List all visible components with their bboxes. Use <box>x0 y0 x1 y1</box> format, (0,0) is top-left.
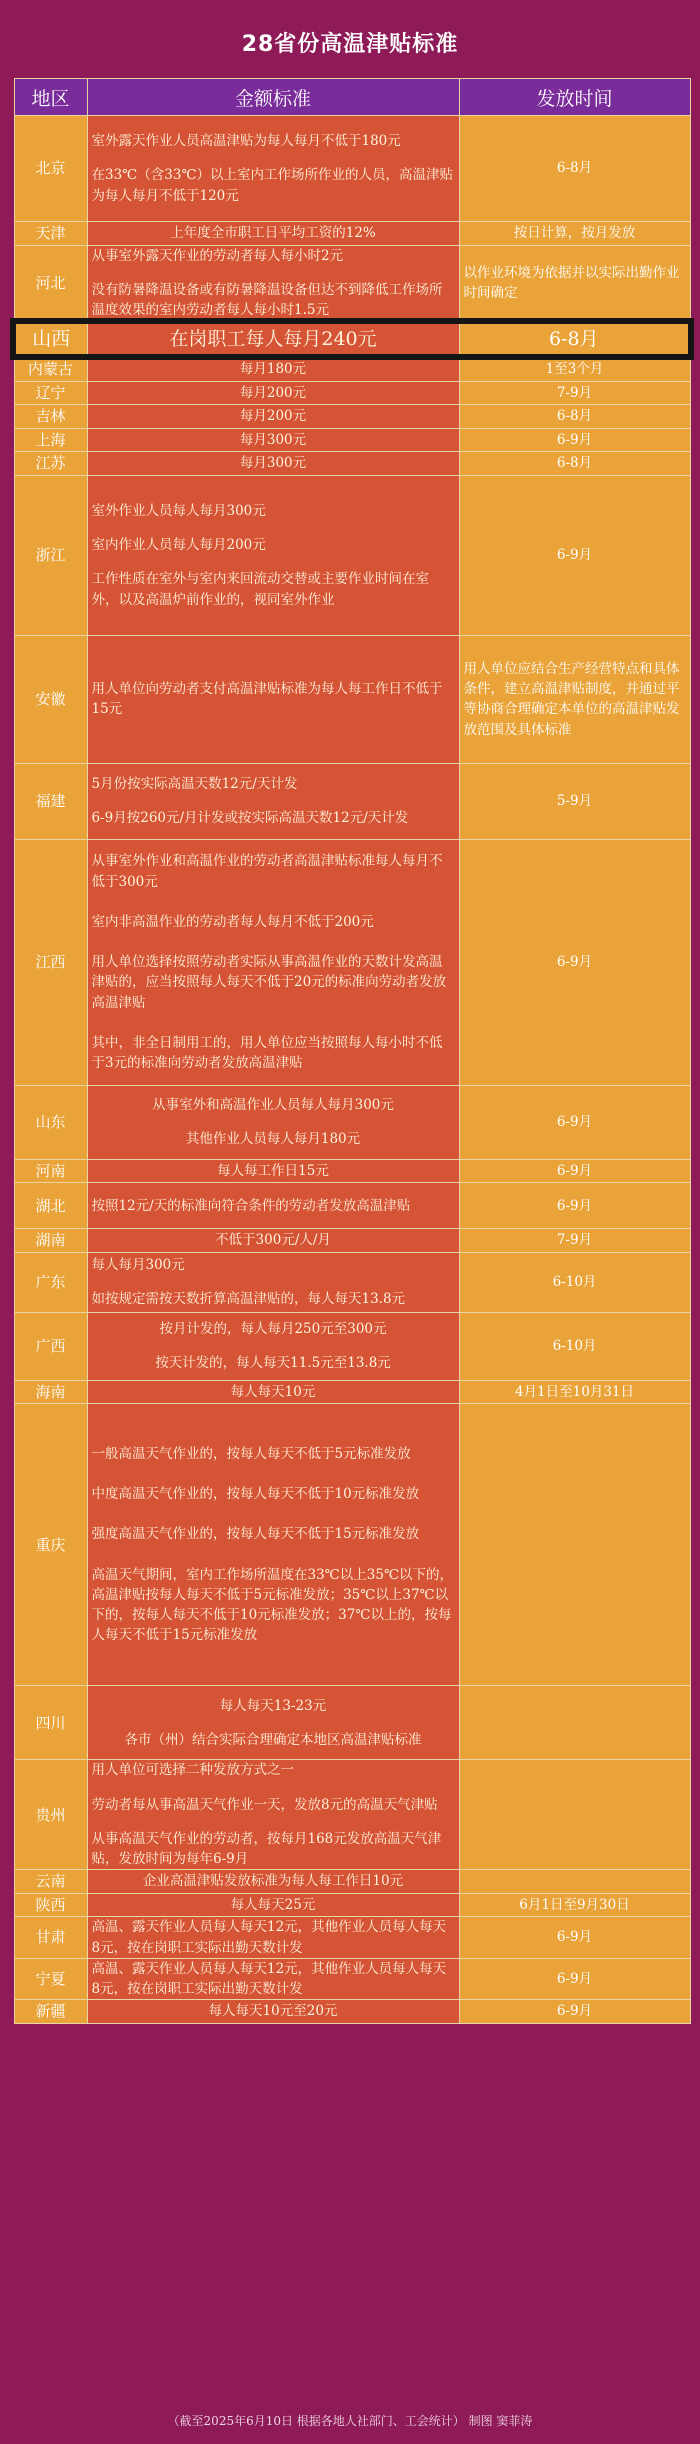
region-cell: 内蒙古 <box>14 356 87 381</box>
amount-text: 企业高温津贴发放标准为每人每工作日10元 <box>142 1873 404 1890</box>
amount-text: 从事室外和高温作业人员每人每月300元 <box>152 1097 394 1113</box>
time-cell: 7-9月 <box>459 1229 690 1253</box>
region-cell: 湖北 <box>14 1183 87 1229</box>
amount-text: 室外露天作业人员高温津贴为每人每月不低于180元 <box>91 133 401 150</box>
region-cell: 吉林 <box>14 405 87 429</box>
amount-cell <box>87 452 459 476</box>
table-row <box>14 1085 690 1159</box>
table-row <box>14 1229 690 1253</box>
time-cell: 6-9月 <box>459 1159 690 1183</box>
amount-text: 从事室外作业和高温作业的劳动者高温津贴标准每人每月不低于300元 <box>91 853 443 890</box>
table-row <box>14 1917 690 1959</box>
table-row <box>14 428 690 452</box>
subsidy-table-frame <box>12 12 688 2432</box>
region-cell: 广东 <box>14 1252 87 1312</box>
table-row <box>14 1159 690 1183</box>
amount-cell <box>87 1252 459 1312</box>
amount-cell <box>87 1760 459 1870</box>
amount-text: 用人单位可选择二种发放方式之一 <box>91 1762 294 1779</box>
amount-cell <box>87 1229 459 1253</box>
amount-text: 用人单位选择按照劳动者实际从事高温作业的天数计发高温津贴的，应当按照每人每天不低于20元的标准向劳动者发放高温津贴 <box>91 954 447 1011</box>
time-cell: 6-10月 <box>459 1312 690 1380</box>
amount-cell <box>87 1686 459 1760</box>
table-row <box>14 1183 690 1229</box>
region-cell: 山东 <box>14 1085 87 1159</box>
amount-cell <box>87 1870 459 1894</box>
table-row <box>14 405 690 429</box>
amount-text: 如按规定需按天数折算高温津贴的，每人每天13.8元 <box>91 1291 406 1308</box>
time-cell: 按日计算，按月发放 <box>459 222 690 246</box>
amount-text: 上年度全市职工日平均工资的12% <box>170 225 376 242</box>
amount-text: 每人每天13-23元 <box>219 1697 327 1714</box>
table-row <box>14 1870 690 1894</box>
amount-text: 高温、露天作业人员每人每天12元，其他作业人员每人每天8元，按在岗职工实际出勤天数计发 <box>91 1919 447 1956</box>
table-header-row <box>14 79 690 116</box>
region-cell: 河北 <box>14 245 87 322</box>
table-row <box>14 1404 690 1686</box>
time-cell <box>459 1760 690 1870</box>
header-amount: 金额标准 <box>87 79 459 116</box>
region-cell: 上海 <box>14 428 87 452</box>
amount-text: 每月300元 <box>239 455 307 472</box>
amount-text: 高温天气期间，室内工作场所温度在33℃以上35℃以下的，高温津贴按每人每天不低于5元标准发放；35℃以上37℃以下的，按每人每天不低于10元标准发放；37℃以上的，按每人每天不低于15元标准发放 <box>91 1566 454 1644</box>
amount-text: 每人每天25元 <box>230 1896 316 1913</box>
amount-cell <box>87 222 459 246</box>
amount-cell <box>87 245 459 322</box>
amount-cell <box>87 2000 459 2024</box>
footer-note: （截至2025年6月10日 根据各地人社部门、工会统计） 制图 窦菲涛 <box>167 2414 533 2428</box>
amount-text: 劳动者每从事高温天气作业一天，发放8元的高温天气津贴 <box>91 1796 438 1813</box>
region-cell: 河南 <box>14 1159 87 1183</box>
time-cell: 6月1日至9月30日 <box>459 1893 690 1917</box>
time-cell: 6-9月 <box>459 1085 690 1159</box>
amount-text: 其中，非全日制用工的，用人单位应当按照每人每小时不低于3元的标准向劳动者发放高温津贴 <box>91 1034 443 1071</box>
amount-text: 每人每月300元 <box>91 1257 185 1273</box>
table-row <box>14 222 690 246</box>
time-cell <box>459 1870 690 1894</box>
time-cell: 6-9月 <box>459 839 690 1085</box>
amount-cell <box>87 1380 459 1404</box>
amount-text: 每月180元 <box>239 361 307 378</box>
region-cell: 福建 <box>14 763 87 839</box>
header-region: 地区 <box>14 79 87 116</box>
amount-cell <box>87 381 459 405</box>
amount-cell <box>87 356 459 381</box>
amount-cell <box>87 1404 459 1686</box>
amount-text: 每月200元 <box>239 384 307 401</box>
amount-cell <box>87 475 459 635</box>
table-row <box>14 452 690 476</box>
region-cell: 浙江 <box>14 475 87 635</box>
time-cell: 6-8月 <box>459 452 690 476</box>
time-cell: 5-9月 <box>459 763 690 839</box>
region-cell: 四川 <box>14 1686 87 1760</box>
region-cell: 甘肃 <box>14 1917 87 1959</box>
table-row <box>14 381 690 405</box>
page-title: 28省份高温津贴标准 <box>241 32 459 57</box>
table-row <box>14 1380 690 1404</box>
amount-text: 每人每工作日15元 <box>217 1162 329 1179</box>
time-cell <box>459 1404 690 1686</box>
amount-cell <box>87 1917 459 1959</box>
amount-cell <box>87 1183 459 1229</box>
amount-cell <box>87 116 459 222</box>
time-cell: 6-8月 <box>459 322 690 356</box>
amount-text: 从事室外露天作业的劳动者每人每小时2元 <box>91 247 344 264</box>
region-cell: 云南 <box>14 1870 87 1894</box>
amount-text: 每人每天10元至20元 <box>208 2003 338 2020</box>
amount-text: 在33℃（含33℃）以上室内工作场所作业的人员，高温津贴为每人每月不低于120元 <box>91 167 454 204</box>
region-cell: 江苏 <box>14 452 87 476</box>
amount-text: 在岗职工每人每月240元 <box>169 328 377 350</box>
region-cell: 江西 <box>14 839 87 1085</box>
table-row <box>14 1686 690 1760</box>
amount-text: 室内作业人员每人每月200元 <box>91 537 266 553</box>
time-cell: 6-8月 <box>459 116 690 222</box>
amount-text: 室外作业人员每人每月300元 <box>91 502 266 519</box>
amount-cell <box>87 405 459 429</box>
table-row <box>14 356 690 381</box>
time-cell: 以作业环境为依据并以实际出勤作业时间确定 <box>459 245 690 322</box>
time-cell: 6-8月 <box>459 405 690 429</box>
amount-text: 工作性质在室外与室内来回流动交替或主要作业时间在室外，以及高温炉前作业的，视同室外作业 <box>91 571 429 608</box>
region-cell: 安徽 <box>14 635 87 763</box>
amount-text: 室内非高温作业的劳动者每人每月不低于200元 <box>91 913 374 930</box>
time-cell: 6-9月 <box>459 2000 690 2024</box>
table-row <box>14 2000 690 2024</box>
amount-text: 各市（州）结合实际合理确定本地区高温津贴标准 <box>124 1731 422 1748</box>
amount-text: 从事高温天气作业的劳动者，按每月168元发放高温天气津贴，发放时间为每年6-9月 <box>91 1830 442 1867</box>
region-cell: 天津 <box>14 222 87 246</box>
time-cell: 6-10月 <box>459 1252 690 1312</box>
amount-cell <box>87 763 459 839</box>
amount-text: 6-9月按260元/月计发或按实际高温天数12元/天计发 <box>91 810 409 827</box>
amount-text: 每月300元 <box>239 431 307 448</box>
region-cell: 北京 <box>14 116 87 222</box>
region-cell: 辽宁 <box>14 381 87 405</box>
amount-cell <box>87 1085 459 1159</box>
amount-text: 每人每天10元 <box>230 1383 316 1400</box>
amount-text: 强度高温天气作业的，按每人每天不低于15元标准发放 <box>91 1526 420 1543</box>
region-cell: 宁夏 <box>14 1958 87 2000</box>
amount-text: 按照12元/天的标准向符合条件的劳动者发放高温津贴 <box>91 1197 411 1214</box>
amount-text: 5月份按实际高温天数12元/天计发 <box>91 776 298 792</box>
region-cell: 陕西 <box>14 1893 87 1917</box>
time-cell: 4月1日至10月31日 <box>459 1380 690 1404</box>
amount-cell <box>87 1958 459 2000</box>
amount-text: 每月200元 <box>239 408 307 425</box>
region-cell: 重庆 <box>14 1404 87 1686</box>
table-row <box>14 475 690 635</box>
region-cell: 海南 <box>14 1380 87 1404</box>
amount-cell <box>87 1893 459 1917</box>
table-row <box>14 1760 690 1870</box>
amount-text: 没有防暑降温设备或有防暑降温设备但达不到降低工作场所温度效果的室内劳动者每人每小时1.5元 <box>91 281 443 318</box>
amount-cell <box>87 1159 459 1183</box>
amount-text: 不低于300元/人/月 <box>215 1232 331 1249</box>
table-row <box>14 322 690 356</box>
time-cell: 1至3个月 <box>459 356 690 381</box>
amount-text: 按天计发的，每人每天11.5元至13.8元 <box>155 1355 391 1372</box>
region-cell: 贵州 <box>14 1760 87 1870</box>
table-row <box>14 1312 690 1380</box>
amount-text: 其他作业人员每人每月180元 <box>185 1131 361 1148</box>
table-row <box>14 839 690 1085</box>
table-row <box>14 635 690 763</box>
table-row <box>14 1252 690 1312</box>
time-cell: 6-9月 <box>459 475 690 635</box>
time-cell: 6-9月 <box>459 428 690 452</box>
region-cell: 山西 <box>14 322 87 356</box>
time-cell: 用人单位应结合生产经营特点和具体条件，建立高温津贴制度，并通过平等协商合理确定本单位的高温津贴发放范围及具体标准 <box>459 635 690 763</box>
region-cell: 湖南 <box>14 1229 87 1253</box>
amount-text: 高温、露天作业人员每人每天12元，其他作业人员每人每天8元，按在岗职工实际出勤天数计发 <box>91 1960 447 1997</box>
amount-text: 一般高温天气作业的，按每人每天不低于5元标准发放 <box>91 1445 411 1462</box>
amount-cell <box>87 1312 459 1380</box>
table-row <box>14 245 690 322</box>
subsidy-table <box>12 78 692 2024</box>
amount-cell <box>87 322 459 356</box>
amount-cell <box>87 428 459 452</box>
region-cell: 广西 <box>14 1312 87 1380</box>
time-cell: 6-9月 <box>459 1917 690 1959</box>
amount-cell <box>87 839 459 1085</box>
table-row <box>14 1958 690 2000</box>
table-row <box>14 116 690 222</box>
amount-text: 中度高温天气作业的，按每人每天不低于10元标准发放 <box>91 1486 420 1503</box>
table-body <box>14 116 690 2024</box>
region-cell: 新疆 <box>14 2000 87 2024</box>
table-row <box>14 763 690 839</box>
time-cell: 6-9月 <box>459 1183 690 1229</box>
amount-text: 按月计发的，每人每月250元至300元 <box>159 1321 387 1337</box>
time-cell: 6-9月 <box>459 1958 690 2000</box>
header-time: 发放时间 <box>459 79 690 116</box>
time-cell: 7-9月 <box>459 381 690 405</box>
amount-cell <box>87 635 459 763</box>
amount-text: 用人单位向劳动者支付高温津贴标准为每人每工作日不低于15元 <box>91 681 443 718</box>
time-cell <box>459 1686 690 1760</box>
table-row <box>14 1893 690 1917</box>
